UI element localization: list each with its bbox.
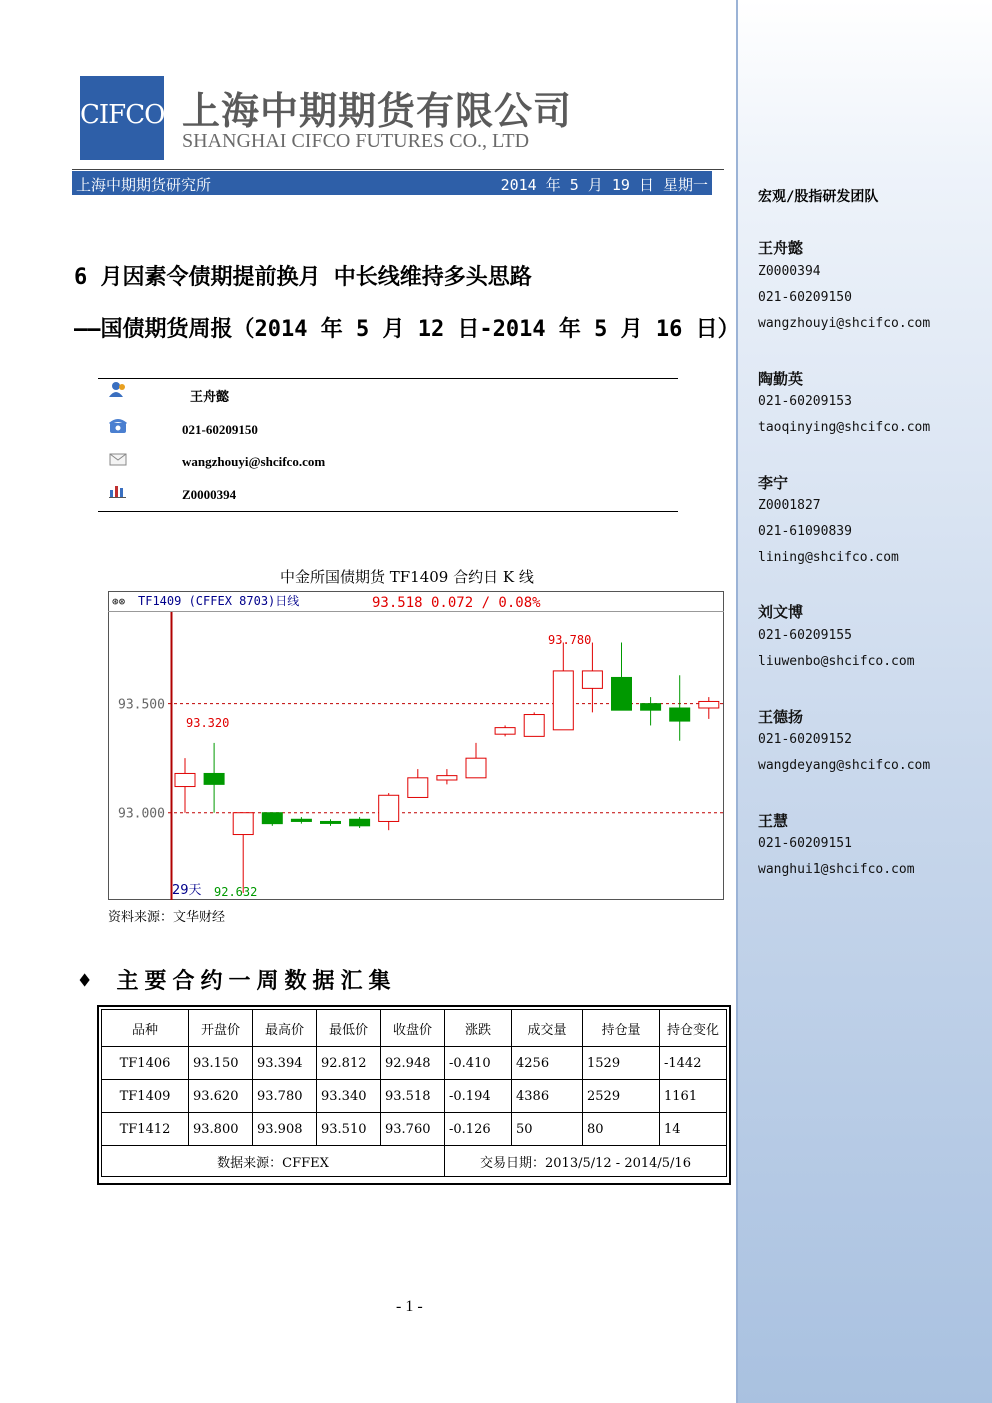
candle-body xyxy=(204,773,224,784)
table-cell: 1161 xyxy=(660,1080,727,1113)
institute-name: 上海中期期货研究所 xyxy=(76,176,212,194)
chart-quote-label: 93.518 0.072 / 0.08% xyxy=(372,595,541,611)
author-license: Z0000394 xyxy=(182,487,237,502)
company-name-cn: 上海中期期货有限公司 xyxy=(182,89,573,133)
table-cell: 93.620 xyxy=(189,1080,253,1113)
candle-body xyxy=(379,795,399,821)
member-name: 李宁 xyxy=(758,474,789,492)
member-email[interactable]: wangzhouyi@shcifco.com xyxy=(758,316,931,331)
table-footer-row xyxy=(102,1146,727,1177)
member-info: 021-60209152 xyxy=(758,732,852,747)
member-name: 刘文博 xyxy=(758,603,804,621)
member-email[interactable]: taoqinying@shcifco.com xyxy=(758,420,931,435)
candle-body xyxy=(437,776,457,780)
member-info: 021-61090839 xyxy=(758,524,852,539)
days-label: 29天 xyxy=(172,883,202,898)
logo-text: CIFCO xyxy=(80,100,165,130)
section-title-text: 主要合约一周数据汇集 xyxy=(116,969,397,994)
sidebar xyxy=(736,0,992,1403)
table-header-cell: 开盘价 xyxy=(189,1010,253,1047)
table-header-cell: 涨跌 xyxy=(445,1010,512,1047)
table-row xyxy=(102,1113,727,1146)
member-email[interactable]: wanghui1@shcifco.com xyxy=(758,862,915,877)
candle xyxy=(262,813,282,826)
license-icon xyxy=(108,482,128,498)
table-cell: 93.760 xyxy=(381,1113,445,1146)
table-cell: 93.800 xyxy=(189,1113,253,1146)
table-cell: 93.908 xyxy=(253,1113,317,1146)
table-row xyxy=(102,1047,727,1080)
chart-title: 中金所国债期货 TF1409 合约日 K 线 xyxy=(280,568,534,586)
y-tick-label: 93.500 xyxy=(118,697,165,713)
member-email[interactable]: wangdeyang@shcifco.com xyxy=(758,758,931,773)
page-number: - 1 - xyxy=(396,1298,423,1315)
table-cell: 93.780 xyxy=(253,1080,317,1113)
table-header-cell: 最低价 xyxy=(317,1010,381,1047)
table-header-cell: 成交量 xyxy=(512,1010,583,1047)
table-cell: 92.948 xyxy=(381,1047,445,1080)
candle-body xyxy=(670,708,690,721)
table-header-cell: 品种 xyxy=(102,1010,189,1047)
author-phone: 021-60209150 xyxy=(182,422,258,437)
candle-body xyxy=(291,819,311,821)
table-header-cell: 持仓变化 xyxy=(660,1010,727,1047)
member-name: 王舟懿 xyxy=(758,239,804,257)
table-cell: -0.126 xyxy=(445,1113,512,1146)
table-cell: TF1412 xyxy=(102,1113,189,1146)
candle-body xyxy=(262,813,282,824)
y-tick-label: 93.000 xyxy=(118,806,165,822)
header-divider xyxy=(72,169,724,170)
divider xyxy=(98,511,678,512)
table-cell: 4386 xyxy=(512,1080,583,1113)
member-name: 王慧 xyxy=(758,812,789,830)
summary-table xyxy=(97,1005,731,1185)
candlestick-chart xyxy=(108,591,724,900)
peak-label: 93.320 xyxy=(186,716,230,730)
phone-icon xyxy=(108,418,128,434)
member-email[interactable]: lining@shcifco.com xyxy=(758,550,899,565)
candle-body xyxy=(553,671,573,730)
table-cell: 93.518 xyxy=(381,1080,445,1113)
table-cell: 80 xyxy=(583,1113,660,1146)
table-cell: 92.812 xyxy=(317,1047,381,1080)
member-info: Z0001827 xyxy=(758,498,821,513)
table-cell: -0.194 xyxy=(445,1080,512,1113)
chart-symbol-label: TF1409 (CFFEX 8703)日线 xyxy=(138,594,300,608)
candle-body xyxy=(495,728,515,735)
candle-body xyxy=(321,821,341,823)
mail-icon xyxy=(108,451,128,467)
report-title: 6 月因素令债期提前换月 中长线维持多头思路 xyxy=(74,265,532,290)
table-footer-date: 交易日期：2013/5/12 - 2014/5/16 xyxy=(445,1146,727,1177)
person-icon xyxy=(108,381,128,397)
chart-mode-icons: ⊛⊛ xyxy=(112,595,126,608)
chart-source: 资料来源：文华财经 xyxy=(108,910,226,925)
table-footer-source: 数据来源：CFFEX xyxy=(102,1146,445,1177)
company-name-en: SHANGHAI CIFCO FUTURES CO., LTD xyxy=(182,130,530,152)
table-cell: -1442 xyxy=(660,1047,727,1080)
candle-body xyxy=(350,819,370,826)
section-title: ♦ 主要合约一周数据汇集 xyxy=(78,969,397,994)
table-cell: 93.340 xyxy=(317,1080,381,1113)
member-info: 021-60209150 xyxy=(758,290,852,305)
table-cell: 93.510 xyxy=(317,1113,381,1146)
table-header-row xyxy=(102,1010,727,1047)
table-cell: TF1406 xyxy=(102,1047,189,1080)
candle-body xyxy=(641,704,661,711)
table-cell: 50 xyxy=(512,1113,583,1146)
table-header-cell: 最高价 xyxy=(253,1010,317,1047)
table-cell: 93.394 xyxy=(253,1047,317,1080)
candle-body xyxy=(524,715,544,737)
member-name: 王德扬 xyxy=(758,708,804,726)
candle-body xyxy=(582,671,602,688)
table-cell: 1529 xyxy=(583,1047,660,1080)
table-cell: 14 xyxy=(660,1113,727,1146)
table-cell: TF1409 xyxy=(102,1080,189,1113)
candle-body xyxy=(466,758,486,778)
sidebar-team-title: 宏观/股指研发团队 xyxy=(758,189,879,205)
member-email[interactable]: liuwenbo@shcifco.com xyxy=(758,654,915,669)
author-email[interactable]: wangzhouyi@shcifco.com xyxy=(182,454,326,469)
candle-body xyxy=(612,677,632,710)
report-date: 2014 年 5 月 19 日 星期一 xyxy=(500,176,708,194)
table-cell: 93.150 xyxy=(189,1047,253,1080)
candle-body xyxy=(175,773,195,786)
member-info: Z0000394 xyxy=(758,264,821,279)
member-info: 021-60209151 xyxy=(758,836,852,851)
divider xyxy=(98,378,678,379)
header-bar xyxy=(72,171,712,195)
candle-body xyxy=(699,701,719,708)
report-subtitle: ——国债期货周报（2014 年 5 月 12 日-2014 年 5 月 16 日） xyxy=(74,317,740,342)
member-name: 陶勤英 xyxy=(758,370,804,388)
candle xyxy=(524,712,544,736)
table-cell: 4256 xyxy=(512,1047,583,1080)
candle-body xyxy=(233,813,253,835)
table-header-cell: 持仓量 xyxy=(583,1010,660,1047)
member-info: 021-60209155 xyxy=(758,628,852,643)
table-cell: 2529 xyxy=(583,1080,660,1113)
table-header-cell: 收盘价 xyxy=(381,1010,445,1047)
high-label: 93.780 xyxy=(548,633,592,647)
low-label: 92.632 xyxy=(214,885,258,899)
candle-body xyxy=(408,778,428,798)
member-info: 021-60209153 xyxy=(758,394,852,409)
table-row xyxy=(102,1080,727,1113)
author-name: 王舟懿 xyxy=(190,389,230,404)
table-cell: -0.410 xyxy=(445,1047,512,1080)
